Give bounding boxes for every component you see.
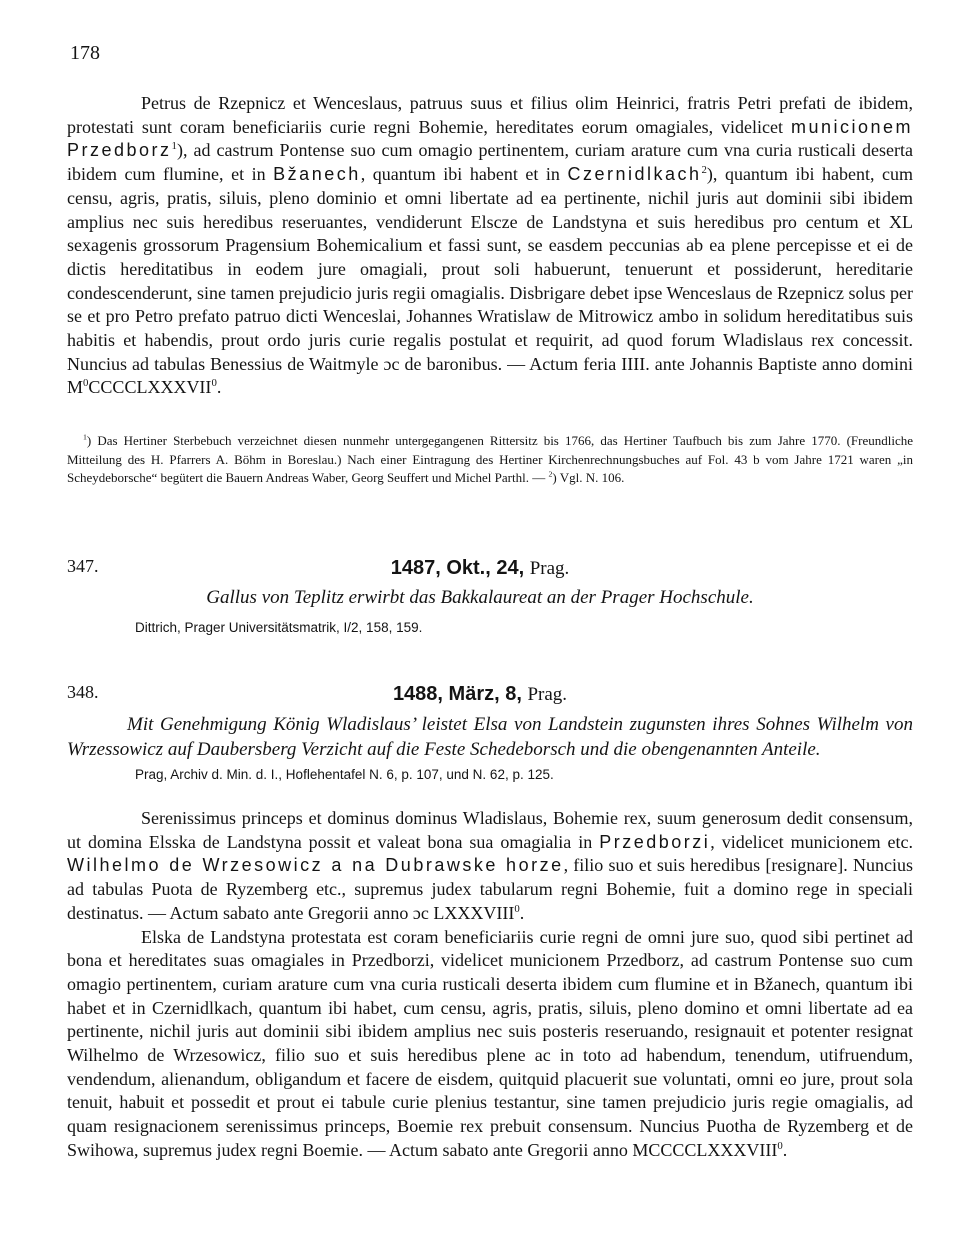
entry-346-paragraph: Petrus de Rzepnicz et Wenceslaus, patruus suus et filius olim Heinrici, fratris Petri prefati de ibidem, protestati sunt coram beneficiariis curie regni Bohemie, hereditates eorum omagiales, videlicet municionem Przedborz$^1$), ad castrum Pontense suo cum omagio pertinentem, curiam arature cum vna curia rusticali deserta ibidem cum flumine, et in Bžanech, quantum ibi habent et in Czernidlkach$^2$), quantum ibi habent, cum censu, agris, pratis, siluis, pleno dominio et omni libertate ad ea pertinente, nichil juris aut dominii sibi ibidem amplius nec suis heredibus reseruantes, vendiderunt Elscze de Landstyna et suis heredibus pro centum et XL sexagenis grossorum Pragensium Bohemicalium et fassi sunt, se easdem peccunias ab ea plene percepisse et ei de dictis hereditatibus in eodem jure omagiali, prout soli habuerunt, tenuerunt et possiderunt, hereditarie condescenderunt, sine tamen prejudicio juris regii omagialis. Disbrigare debet ipse Wenceslaus de Rzepnicz solus per se et pro Petro prefato patruo dicti Wenceslai, Johannes Wratislaw de Mitrowicz ambo in solidum hereditatibus suis habitis et habendis, prout ordo juris curie regalis postulat et requirit, ad quod forum Wladislaus rex concessit. Nuncius ad tabulas Benessius de Waitmyle ɔc de baronibus. — Actum feria IIII. ante Johannis Baptiste anno domini $M^0CCCCLXXXVII^0$. <box>67 93 914 398</box>
footnote-1: $^1$) Das Hertiner Sterbebuch verzeichnet diesen nunmehr untergegangenen Rittersitz bis 1766, das Hertiner Taufbuch bis zum Jahre 1770. (Freundliche Mitteilung des H. Pfarrers A. Böhm in Boreslau.) Nach einer Eintragung des Hertiner Kirchenrechnungsbuches auf Fol. 43 b vom Jahre 1721 waren „in Scheydeborsche“ begütert die Bauern Andreas Waber, Georg Seuffert und Michel Parthl. — $^2$) Vgl. N. 106. <box>67 432 913 485</box>
entry-347-source: Dittrich, Prager Universitätsmatrik, I/2, 158, 159. <box>135 620 423 635</box>
entry-348-text <box>67 807 913 1163</box>
entry-348-date-heading: 1488, März, 8, Prag. <box>392 683 568 705</box>
entry-348-paragraph-1: Serenissimus princeps et dominus dominus Wladislaus, Bohemie rex, suum generosum dedit consensum, ut domina Elsska de Landstyna possit et valeat bona sua omagialia in Przedborzi, videlicet municionem etc. Wilhelmo de Wrzesowicz a na Dubrawske horze, filio suo et suis heredibus [resignare]. Nuncius ad tabulas Puota de Ryzemberg etc., supremus judex tabularum regni Bohemie, fuit a domino rege in speciali destinatus. — Actum sabato ante Gregorii anno ɔc LXXXVIII$^0$. <box>67 808 914 923</box>
entry-348-number: 348. <box>67 682 99 702</box>
footnotes <box>67 432 913 488</box>
footnote-ref-2[interactable]: 2 <box>701 164 707 177</box>
entry-348-regest: Mit Genehmigung König Wladislaus’ leistet Elsa von Landstein zugunsten ihres Sohnes Wilhelm von Wrzessowicz auf Daubersberg Verzicht auf die Feste Schedeborsch und die obengenannten Anteile. <box>67 714 913 760</box>
page-number: 178 <box>70 42 100 64</box>
entry-347-date-heading: 1487, Okt., 24, Prag. <box>390 557 570 579</box>
entry-346-text <box>67 92 913 400</box>
entry-347-number: 347. <box>67 556 99 576</box>
entry-348-source: Prag, Archiv d. Min. d. I., Hoflehentafel N. 6, p. 107, und N. 62, p. 125. <box>135 767 554 782</box>
entry-347-regest: Gallus von Teplitz erwirbt das Bakkalaureat an der Prager Hochschule. <box>206 587 754 608</box>
footnote-ref-1[interactable]: 1 <box>171 140 177 153</box>
entry-348-paragraph-2: Elska de Landstyna protestata est coram beneficiariis curie regni de omni jure suo, quod sibi pertinet ad bona et hereditates suas omagiales in Przedborzi, videlicet municionem Przedborz, ad castrum Pontense suo cum omagio pertinentem, curiam arature cum vna curia rusticali deserta ibidem cum flumine et in Bžanech, quantum ibi habet et in Czernidlkach, quantum ibi habet, cum censu, agris, pratis, siluis, pleno domino et omni libertate ad ea pertinente, nichil juris aut dominii sibi ibidem amplius nec suis posteris reseruando, resignauit et potenter resignat Wilhelmo de Wrzesowicz, filio suo et suis heredibus plene ac in toto ad habendum, tenendum, utifruendum, vendendum, alienandum, obligandum et facere de eisdem, quitquid placuerit sue voluntati, omni eo jure, prout sola tenuit, habuit et possedit et prout ei tabule curie plenius testantur, sine tamen prejudicio juris regie omagialis, ad quam resignacionem serenissimus princeps, Boemie rex prebuit consensum. Nuncius Puotha de Ryzemberg et de Swihowa, supremus judex regni Boemie. — Actum sabato ante Gregorii anno MCCCCLXXXVIII$^0$. <box>67 926 913 1160</box>
